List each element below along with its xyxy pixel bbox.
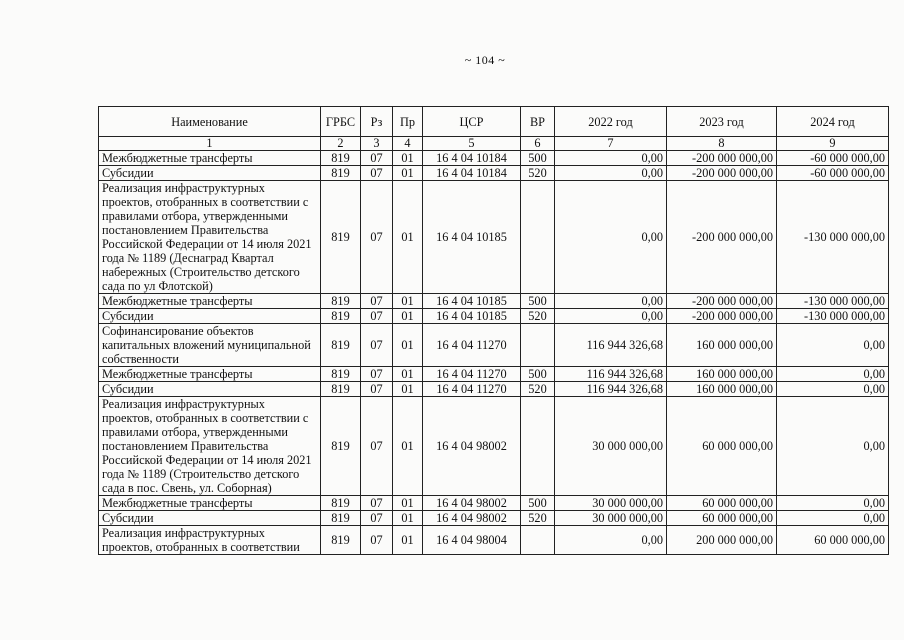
col-number: 1 xyxy=(99,137,321,151)
row-name: Софинансирование объектов капитальных вложений муниципальной собственности xyxy=(99,324,321,367)
row-csr: 16 4 04 10184 xyxy=(423,166,521,181)
row-pr: 01 xyxy=(393,382,423,397)
row-name: Субсидии xyxy=(99,511,321,526)
row-2023: 160 000 000,00 xyxy=(667,382,777,397)
table-row xyxy=(99,511,889,526)
row-2024: -60 000 000,00 xyxy=(777,166,889,181)
col-number: 8 xyxy=(667,137,777,151)
row-2024: 0,00 xyxy=(777,496,889,511)
table-row xyxy=(99,367,889,382)
row-csr: 16 4 04 98002 xyxy=(423,511,521,526)
row-2022: 0,00 xyxy=(555,181,667,294)
row-2023: -200 000 000,00 xyxy=(667,181,777,294)
row-2022: 0,00 xyxy=(555,294,667,309)
row-rz: 07 xyxy=(361,309,393,324)
row-rz: 07 xyxy=(361,511,393,526)
row-grbs: 819 xyxy=(321,382,361,397)
row-name: Реализация инфраструктурных проектов, отобранных в соответствии xyxy=(99,526,321,555)
row-vr: 520 xyxy=(521,166,555,181)
table-row xyxy=(99,181,889,294)
row-2024: 0,00 xyxy=(777,324,889,367)
row-vr: 500 xyxy=(521,294,555,309)
table-row xyxy=(99,151,889,166)
row-name: Реализация инфраструктурных проектов, отобранных в соответствии с правилами отбора, утвержденными постановлением Правительства Российской Федерации от 14 июля 2021 года № 1189 (Строительство детского сада в пос. Свень, ул. Соборная) xyxy=(99,397,321,496)
row-name: Субсидии xyxy=(99,309,321,324)
col-number: 7 xyxy=(555,137,667,151)
row-csr: 16 4 04 10185 xyxy=(423,181,521,294)
row-grbs: 819 xyxy=(321,166,361,181)
row-2022: 30 000 000,00 xyxy=(555,496,667,511)
row-csr: 16 4 04 98004 xyxy=(423,526,521,555)
row-vr xyxy=(521,397,555,496)
row-rz: 07 xyxy=(361,181,393,294)
row-2022: 116 944 326,68 xyxy=(555,324,667,367)
row-name: Субсидии xyxy=(99,382,321,397)
row-2022: 116 944 326,68 xyxy=(555,367,667,382)
row-grbs: 819 xyxy=(321,151,361,166)
row-rz: 07 xyxy=(361,382,393,397)
row-grbs: 819 xyxy=(321,294,361,309)
row-2024: 0,00 xyxy=(777,397,889,496)
page-number: ~ 104 ~ xyxy=(464,53,506,67)
row-pr: 01 xyxy=(393,367,423,382)
row-2024: -130 000 000,00 xyxy=(777,294,889,309)
col-header-2024: 2024 год xyxy=(777,107,889,137)
row-2024: -130 000 000,00 xyxy=(777,181,889,294)
col-number: 6 xyxy=(521,137,555,151)
row-rz: 07 xyxy=(361,367,393,382)
row-2022: 0,00 xyxy=(555,151,667,166)
row-2024: 60 000 000,00 xyxy=(777,526,889,555)
row-grbs: 819 xyxy=(321,511,361,526)
row-2022: 30 000 000,00 xyxy=(555,397,667,496)
row-grbs: 819 xyxy=(321,526,361,555)
row-2023: -200 000 000,00 xyxy=(667,309,777,324)
row-2023: 60 000 000,00 xyxy=(667,511,777,526)
row-2024: -130 000 000,00 xyxy=(777,309,889,324)
col-header-pr: Пр xyxy=(393,107,423,137)
row-rz: 07 xyxy=(361,324,393,367)
row-2024: -60 000 000,00 xyxy=(777,151,889,166)
row-vr xyxy=(521,526,555,555)
row-pr: 01 xyxy=(393,496,423,511)
col-header-2022: 2022 год xyxy=(555,107,667,137)
table-row xyxy=(99,324,889,367)
row-2023: -200 000 000,00 xyxy=(667,151,777,166)
row-pr: 01 xyxy=(393,309,423,324)
col-header-rz: Рз xyxy=(361,107,393,137)
row-name: Межбюджетные трансферты xyxy=(99,367,321,382)
row-2023: 160 000 000,00 xyxy=(667,324,777,367)
row-pr: 01 xyxy=(393,511,423,526)
row-vr: 520 xyxy=(521,309,555,324)
row-rz: 07 xyxy=(361,496,393,511)
budget-table xyxy=(98,106,889,555)
row-vr: 500 xyxy=(521,496,555,511)
table-row xyxy=(99,382,889,397)
row-2024: 0,00 xyxy=(777,367,889,382)
row-name: Межбюджетные трансферты xyxy=(99,151,321,166)
row-name: Межбюджетные трансферты xyxy=(99,294,321,309)
row-rz: 07 xyxy=(361,397,393,496)
row-rz: 07 xyxy=(361,526,393,555)
row-2023: 60 000 000,00 xyxy=(667,496,777,511)
table-row xyxy=(99,309,889,324)
row-csr: 16 4 04 10184 xyxy=(423,151,521,166)
row-csr: 16 4 04 11270 xyxy=(423,367,521,382)
row-csr: 16 4 04 11270 xyxy=(423,324,521,367)
header-row xyxy=(99,107,889,137)
row-2022: 0,00 xyxy=(555,166,667,181)
table-row xyxy=(99,294,889,309)
row-vr: 500 xyxy=(521,151,555,166)
row-csr: 16 4 04 10185 xyxy=(423,309,521,324)
row-name: Реализация инфраструктурных проектов, отобранных в соответствии с правилами отбора, утвержденными постановлением Правительства Российской Федерации от 14 июля 2021 года № 1189 (Деснаград Квартал набережных (Строительство детского сада по ул Флотской) xyxy=(99,181,321,294)
row-rz: 07 xyxy=(361,166,393,181)
row-csr: 16 4 04 98002 xyxy=(423,496,521,511)
table-row xyxy=(99,496,889,511)
row-vr: 520 xyxy=(521,382,555,397)
table-row xyxy=(99,166,889,181)
table-row xyxy=(99,397,889,496)
row-grbs: 819 xyxy=(321,367,361,382)
col-number: 4 xyxy=(393,137,423,151)
row-grbs: 819 xyxy=(321,181,361,294)
col-number: 3 xyxy=(361,137,393,151)
row-vr: 520 xyxy=(521,511,555,526)
row-grbs: 819 xyxy=(321,309,361,324)
row-name: Субсидии xyxy=(99,166,321,181)
row-2022: 0,00 xyxy=(555,526,667,555)
row-pr: 01 xyxy=(393,151,423,166)
col-header-grbs: ГРБС xyxy=(321,107,361,137)
col-number: 2 xyxy=(321,137,361,151)
row-pr: 01 xyxy=(393,181,423,294)
row-grbs: 819 xyxy=(321,496,361,511)
row-2022: 0,00 xyxy=(555,309,667,324)
row-vr xyxy=(521,181,555,294)
row-pr: 01 xyxy=(393,294,423,309)
table-row xyxy=(99,526,889,555)
row-2023: 200 000 000,00 xyxy=(667,526,777,555)
col-number: 9 xyxy=(777,137,889,151)
row-name: Межбюджетные трансферты xyxy=(99,496,321,511)
row-rz: 07 xyxy=(361,151,393,166)
row-vr xyxy=(521,324,555,367)
row-2023: 60 000 000,00 xyxy=(667,397,777,496)
row-pr: 01 xyxy=(393,166,423,181)
row-2023: 160 000 000,00 xyxy=(667,367,777,382)
row-grbs: 819 xyxy=(321,324,361,367)
row-pr: 01 xyxy=(393,526,423,555)
col-header-vr: ВР xyxy=(521,107,555,137)
row-csr: 16 4 04 11270 xyxy=(423,382,521,397)
row-2023: -200 000 000,00 xyxy=(667,294,777,309)
row-2022: 116 944 326,68 xyxy=(555,382,667,397)
row-pr: 01 xyxy=(393,397,423,496)
col-number: 5 xyxy=(423,137,521,151)
col-header-csr: ЦСР xyxy=(423,107,521,137)
col-header-name: Наименование xyxy=(99,107,321,137)
row-rz: 07 xyxy=(361,294,393,309)
column-number-row xyxy=(99,137,889,151)
col-header-2023: 2023 год xyxy=(667,107,777,137)
row-grbs: 819 xyxy=(321,397,361,496)
row-2024: 0,00 xyxy=(777,511,889,526)
row-2024: 0,00 xyxy=(777,382,889,397)
row-pr: 01 xyxy=(393,324,423,367)
row-csr: 16 4 04 98002 xyxy=(423,397,521,496)
row-vr: 500 xyxy=(521,367,555,382)
row-2023: -200 000 000,00 xyxy=(667,166,777,181)
row-csr: 16 4 04 10185 xyxy=(423,294,521,309)
row-2022: 30 000 000,00 xyxy=(555,511,667,526)
